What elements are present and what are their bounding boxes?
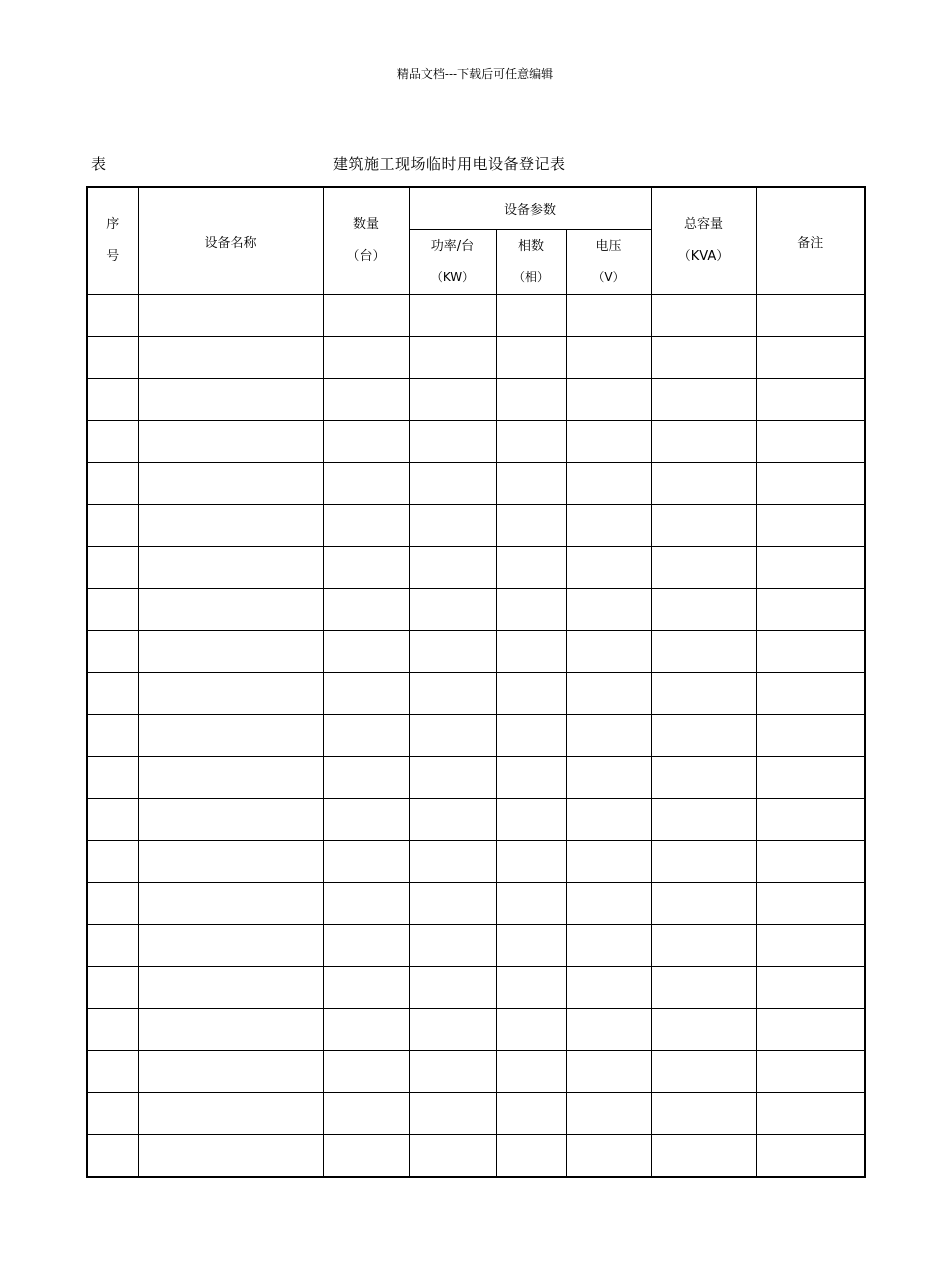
cell-seq[interactable] xyxy=(87,1093,138,1135)
cell-capacity[interactable] xyxy=(651,883,756,925)
cell-remarks[interactable] xyxy=(756,841,865,883)
cell-name[interactable] xyxy=(138,841,323,883)
cell-seq[interactable] xyxy=(87,757,138,799)
table-row xyxy=(87,925,865,967)
cell-seq[interactable] xyxy=(87,463,138,505)
cell-capacity[interactable] xyxy=(651,841,756,883)
cell-capacity[interactable] xyxy=(651,799,756,841)
cell-power[interactable] xyxy=(409,337,496,379)
cell-power[interactable] xyxy=(409,757,496,799)
cell-capacity[interactable] xyxy=(651,757,756,799)
cell-voltage[interactable] xyxy=(566,421,651,463)
header-qty xyxy=(323,187,409,295)
header-remarks: 备注 xyxy=(756,187,865,295)
cell-qty[interactable] xyxy=(323,841,409,883)
table-label: 表 xyxy=(91,155,107,173)
cell-seq[interactable] xyxy=(87,505,138,547)
cell-seq[interactable] xyxy=(87,715,138,757)
cell-power[interactable] xyxy=(409,1009,496,1051)
table-row xyxy=(87,757,865,799)
cell-phase[interactable] xyxy=(496,799,566,841)
header-phase-line2: （相） xyxy=(512,270,549,284)
cell-seq[interactable] xyxy=(87,547,138,589)
cell-voltage[interactable] xyxy=(566,673,651,715)
cell-phase[interactable] xyxy=(496,715,566,757)
cell-seq[interactable] xyxy=(87,673,138,715)
cell-voltage[interactable] xyxy=(566,799,651,841)
cell-remarks[interactable] xyxy=(756,379,865,421)
table-row xyxy=(87,589,865,631)
cell-name[interactable] xyxy=(138,799,323,841)
cell-capacity[interactable] xyxy=(651,463,756,505)
cell-phase[interactable] xyxy=(496,925,566,967)
cell-phase[interactable] xyxy=(496,589,566,631)
cell-voltage[interactable] xyxy=(566,925,651,967)
cell-remarks[interactable] xyxy=(756,1093,865,1135)
table-row xyxy=(87,1093,865,1135)
cell-remarks[interactable] xyxy=(756,505,865,547)
header-qty-line1: 数量 xyxy=(352,217,379,232)
cell-power[interactable] xyxy=(409,295,496,337)
cell-remarks[interactable] xyxy=(756,1135,865,1178)
cell-name[interactable] xyxy=(138,589,323,631)
header-voltage-line2: （V） xyxy=(592,270,625,284)
cell-name[interactable] xyxy=(138,715,323,757)
cell-phase[interactable] xyxy=(496,967,566,1009)
cell-phase[interactable] xyxy=(496,1051,566,1093)
cell-name[interactable] xyxy=(138,379,323,421)
header-seq-line2: 号 xyxy=(106,249,120,264)
cell-qty[interactable] xyxy=(323,1051,409,1093)
cell-voltage[interactable] xyxy=(566,883,651,925)
cell-remarks[interactable] xyxy=(756,757,865,799)
table-body xyxy=(87,295,865,1178)
cell-voltage[interactable] xyxy=(566,337,651,379)
cell-phase[interactable] xyxy=(496,1009,566,1051)
cell-remarks[interactable] xyxy=(756,1009,865,1051)
cell-power[interactable] xyxy=(409,1093,496,1135)
table-title: 建筑施工现场临时用电设备登记表 xyxy=(333,155,566,173)
table-row xyxy=(87,547,865,589)
cell-voltage[interactable] xyxy=(566,1135,651,1178)
cell-qty[interactable] xyxy=(323,925,409,967)
cell-name[interactable] xyxy=(138,547,323,589)
cell-voltage[interactable] xyxy=(566,547,651,589)
cell-name[interactable] xyxy=(138,421,323,463)
table-row xyxy=(87,337,865,379)
header-capacity xyxy=(651,187,756,295)
cell-qty[interactable] xyxy=(323,1009,409,1051)
cell-qty[interactable] xyxy=(323,463,409,505)
cell-phase[interactable] xyxy=(496,463,566,505)
cell-voltage[interactable] xyxy=(566,1051,651,1093)
cell-name[interactable] xyxy=(138,967,323,1009)
cell-seq[interactable] xyxy=(87,379,138,421)
header-power-line2: （KW） xyxy=(430,270,475,284)
table-header xyxy=(87,187,865,295)
cell-qty[interactable] xyxy=(323,1093,409,1135)
cell-qty[interactable] xyxy=(323,883,409,925)
cell-power[interactable] xyxy=(409,547,496,589)
cell-name[interactable] xyxy=(138,1093,323,1135)
header-qty-line2: （台） xyxy=(346,249,386,264)
cell-phase[interactable] xyxy=(496,883,566,925)
cell-capacity[interactable] xyxy=(651,421,756,463)
cell-power[interactable] xyxy=(409,505,496,547)
cell-power[interactable] xyxy=(409,673,496,715)
cell-capacity[interactable] xyxy=(651,589,756,631)
cell-phase[interactable] xyxy=(496,505,566,547)
cell-seq[interactable] xyxy=(87,295,138,337)
cell-power[interactable] xyxy=(409,379,496,421)
cell-qty[interactable] xyxy=(323,505,409,547)
cell-power[interactable] xyxy=(409,1135,496,1178)
header-params-group: 设备参数 xyxy=(409,187,651,230)
cell-seq[interactable] xyxy=(87,841,138,883)
header-name: 设备名称 xyxy=(138,187,323,295)
cell-seq[interactable] xyxy=(87,589,138,631)
header-power xyxy=(409,230,496,295)
cell-voltage[interactable] xyxy=(566,295,651,337)
table-row xyxy=(87,1135,865,1178)
header-phase-line1: 相数 xyxy=(517,239,544,254)
header-capacity-line1: 总容量 xyxy=(683,217,723,232)
cell-seq[interactable] xyxy=(87,337,138,379)
cell-seq[interactable] xyxy=(87,1051,138,1093)
cell-qty[interactable] xyxy=(323,757,409,799)
cell-power[interactable] xyxy=(409,421,496,463)
cell-qty[interactable] xyxy=(323,379,409,421)
table-row xyxy=(87,883,865,925)
cell-name[interactable] xyxy=(138,505,323,547)
cell-capacity[interactable] xyxy=(651,547,756,589)
cell-capacity[interactable] xyxy=(651,1135,756,1178)
cell-phase[interactable] xyxy=(496,757,566,799)
cell-phase[interactable] xyxy=(496,295,566,337)
cell-qty[interactable] xyxy=(323,715,409,757)
cell-name[interactable] xyxy=(138,1135,323,1178)
header-seq-line1: 序 xyxy=(106,217,120,232)
cell-remarks[interactable] xyxy=(756,547,865,589)
cell-seq[interactable] xyxy=(87,799,138,841)
cell-remarks[interactable] xyxy=(756,463,865,505)
cell-power[interactable] xyxy=(409,841,496,883)
cell-phase[interactable] xyxy=(496,631,566,673)
cell-power[interactable] xyxy=(409,631,496,673)
cell-capacity[interactable] xyxy=(651,1093,756,1135)
table-row xyxy=(87,421,865,463)
cell-qty[interactable] xyxy=(323,295,409,337)
cell-voltage[interactable] xyxy=(566,505,651,547)
cell-seq[interactable] xyxy=(87,883,138,925)
cell-voltage[interactable] xyxy=(566,631,651,673)
header-capacity-line2: （KVA） xyxy=(677,249,730,264)
cell-seq[interactable] xyxy=(87,967,138,1009)
table-row xyxy=(87,967,865,1009)
cell-name[interactable] xyxy=(138,463,323,505)
cell-seq[interactable] xyxy=(87,631,138,673)
cell-capacity[interactable] xyxy=(651,1009,756,1051)
cell-capacity[interactable] xyxy=(651,295,756,337)
header-phase xyxy=(496,230,566,295)
cell-name[interactable] xyxy=(138,1051,323,1093)
cell-remarks[interactable] xyxy=(756,295,865,337)
cell-name[interactable] xyxy=(138,337,323,379)
cell-remarks[interactable] xyxy=(756,631,865,673)
table-row xyxy=(87,379,865,421)
cell-voltage[interactable] xyxy=(566,589,651,631)
table-row xyxy=(87,799,865,841)
cell-voltage[interactable] xyxy=(566,715,651,757)
cell-qty[interactable] xyxy=(323,547,409,589)
cell-phase[interactable] xyxy=(496,1135,566,1178)
cell-phase[interactable] xyxy=(496,547,566,589)
cell-power[interactable] xyxy=(409,463,496,505)
cell-phase[interactable] xyxy=(496,673,566,715)
cell-capacity[interactable] xyxy=(651,967,756,1009)
cell-name[interactable] xyxy=(138,757,323,799)
cell-seq[interactable] xyxy=(87,925,138,967)
cell-voltage[interactable] xyxy=(566,1009,651,1051)
table-row xyxy=(87,1051,865,1093)
table-row xyxy=(87,631,865,673)
cell-qty[interactable] xyxy=(323,799,409,841)
header-voltage-line1: 电压 xyxy=(595,239,622,254)
cell-qty[interactable] xyxy=(323,589,409,631)
cell-power[interactable] xyxy=(409,967,496,1009)
table-row xyxy=(87,715,865,757)
cell-capacity[interactable] xyxy=(651,925,756,967)
header-seq xyxy=(87,187,138,295)
cell-remarks[interactable] xyxy=(756,967,865,1009)
page-header: 精品文档---下载后可任意编辑 xyxy=(396,67,554,81)
cell-name[interactable] xyxy=(138,1009,323,1051)
cell-qty[interactable] xyxy=(323,1135,409,1178)
cell-qty[interactable] xyxy=(323,631,409,673)
cell-capacity[interactable] xyxy=(651,715,756,757)
cell-qty[interactable] xyxy=(323,337,409,379)
cell-power[interactable] xyxy=(409,925,496,967)
cell-capacity[interactable] xyxy=(651,673,756,715)
cell-capacity[interactable] xyxy=(651,631,756,673)
table-row xyxy=(87,1009,865,1051)
cell-remarks[interactable] xyxy=(756,337,865,379)
cell-remarks[interactable] xyxy=(756,883,865,925)
cell-qty[interactable] xyxy=(323,421,409,463)
cell-voltage[interactable] xyxy=(566,1093,651,1135)
cell-phase[interactable] xyxy=(496,337,566,379)
equipment-register-table xyxy=(86,186,866,1178)
cell-remarks[interactable] xyxy=(756,421,865,463)
table-row xyxy=(87,463,865,505)
cell-remarks[interactable] xyxy=(756,589,865,631)
cell-remarks[interactable] xyxy=(756,925,865,967)
header-power-line1: 功率/台 xyxy=(430,239,475,254)
cell-voltage[interactable] xyxy=(566,463,651,505)
cell-remarks[interactable] xyxy=(756,715,865,757)
cell-phase[interactable] xyxy=(496,1093,566,1135)
cell-name[interactable] xyxy=(138,673,323,715)
cell-remarks[interactable] xyxy=(756,1051,865,1093)
header-voltage xyxy=(566,230,651,295)
cell-voltage[interactable] xyxy=(566,967,651,1009)
cell-phase[interactable] xyxy=(496,841,566,883)
cell-remarks[interactable] xyxy=(756,799,865,841)
cell-phase[interactable] xyxy=(496,379,566,421)
cell-voltage[interactable] xyxy=(566,841,651,883)
table-row xyxy=(87,841,865,883)
cell-power[interactable] xyxy=(409,883,496,925)
cell-power[interactable] xyxy=(409,589,496,631)
cell-seq[interactable] xyxy=(87,1009,138,1051)
table-row xyxy=(87,505,865,547)
cell-power[interactable] xyxy=(409,1051,496,1093)
cell-power[interactable] xyxy=(409,799,496,841)
cell-name[interactable] xyxy=(138,883,323,925)
cell-qty[interactable] xyxy=(323,673,409,715)
cell-phase[interactable] xyxy=(496,421,566,463)
cell-capacity[interactable] xyxy=(651,505,756,547)
cell-qty[interactable] xyxy=(323,967,409,1009)
cell-remarks[interactable] xyxy=(756,673,865,715)
cell-capacity[interactable] xyxy=(651,1051,756,1093)
cell-power[interactable] xyxy=(409,715,496,757)
cell-name[interactable] xyxy=(138,295,323,337)
table-row xyxy=(87,295,865,337)
cell-seq[interactable] xyxy=(87,421,138,463)
table-row xyxy=(87,673,865,715)
cell-seq[interactable] xyxy=(87,1135,138,1178)
cell-capacity[interactable] xyxy=(651,379,756,421)
cell-capacity[interactable] xyxy=(651,337,756,379)
cell-voltage[interactable] xyxy=(566,379,651,421)
cell-name[interactable] xyxy=(138,631,323,673)
cell-name[interactable] xyxy=(138,925,323,967)
cell-voltage[interactable] xyxy=(566,757,651,799)
